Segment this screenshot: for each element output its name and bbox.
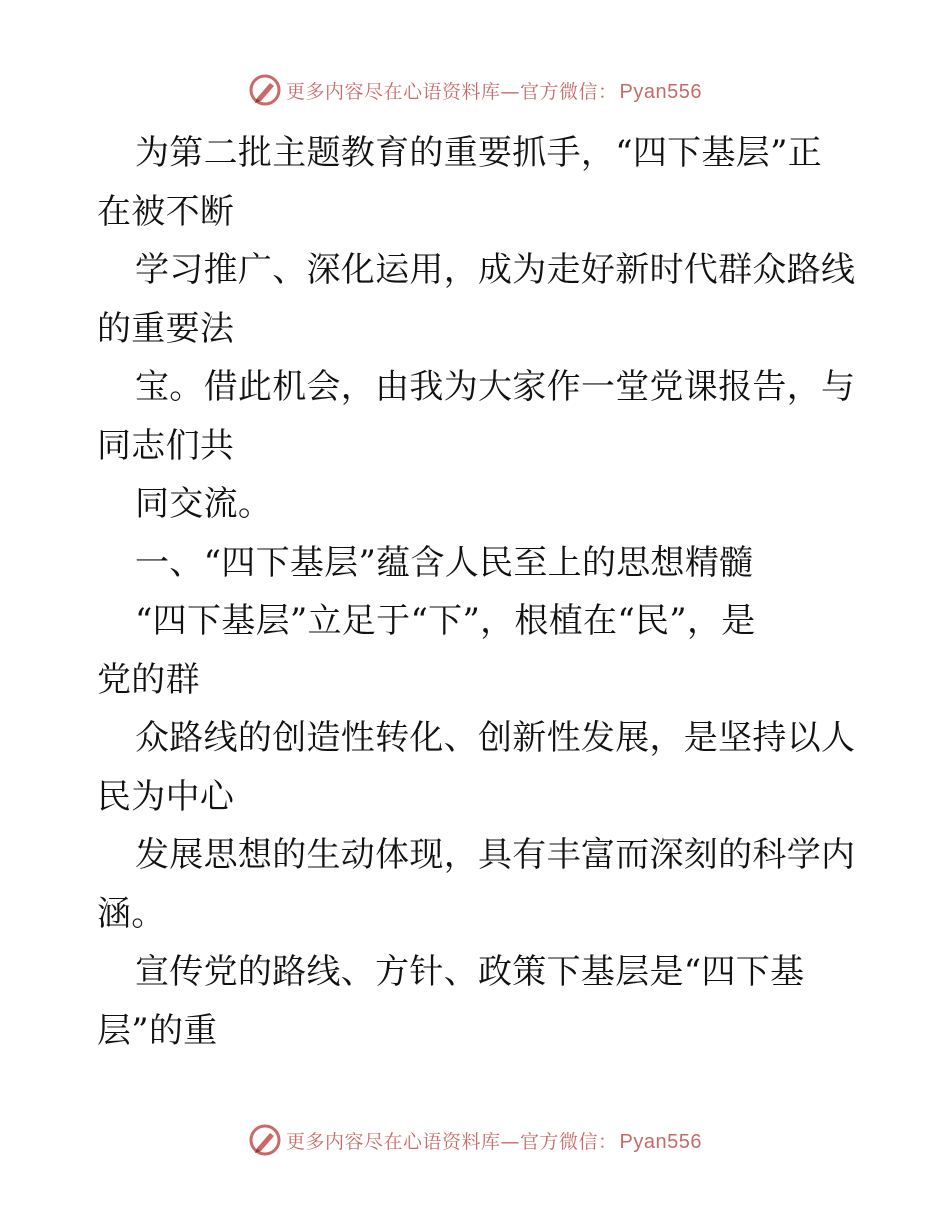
text-line: 同志们共 — [97, 425, 235, 466]
text-line: “四下基层”立足于“下”，根植在“民”，是 — [135, 601, 756, 641]
watermark-label: 更多内容尽在心语资料库—官方微信： — [286, 80, 618, 103]
text-line: 涵。 — [97, 893, 166, 934]
watermark-wechat-id: Pyan556 — [619, 1130, 702, 1153]
text-line: 同交流。 — [135, 484, 273, 524]
text-line: 宝。借此机会，由我为大家作一堂党课报告，与 — [135, 367, 856, 407]
text-line: 民为中心 — [97, 776, 235, 817]
document-body — [97, 124, 857, 1060]
pen-logo-icon — [248, 1123, 282, 1157]
text-line: 一、“四下基层”蕴含人民至上的思想精髓 — [135, 542, 754, 583]
text-line: 众路线的创造性转化、创新性发展，是坚持以人 — [135, 718, 856, 758]
pen-logo-icon — [248, 73, 282, 107]
footer-watermark — [0, 1120, 950, 1160]
text-line: 学习推广、深化运用，成为走好新时代群众路线 — [135, 250, 856, 290]
text-line: 的重要法 — [97, 308, 235, 349]
watermark-text — [286, 77, 702, 104]
watermark-text — [286, 1127, 702, 1154]
watermark-label: 更多内容尽在心语资料库—官方微信： — [286, 1130, 618, 1153]
watermark-wechat-id: Pyan556 — [619, 80, 702, 103]
text-line: 在被不断 — [97, 191, 235, 232]
text-line: 为第二批主题教育的重要抓手，“四下基层”正 — [135, 133, 823, 173]
header-watermark — [0, 70, 950, 110]
text-line: 宣传党的路线、方针、政策下基层是“四下基 — [135, 952, 805, 992]
text-line: 党的群 — [97, 659, 200, 700]
text-line: 发展思想的生动体现，具有丰富而深刻的科学内 — [135, 835, 856, 875]
text-line: 层”的重 — [97, 1010, 218, 1051]
